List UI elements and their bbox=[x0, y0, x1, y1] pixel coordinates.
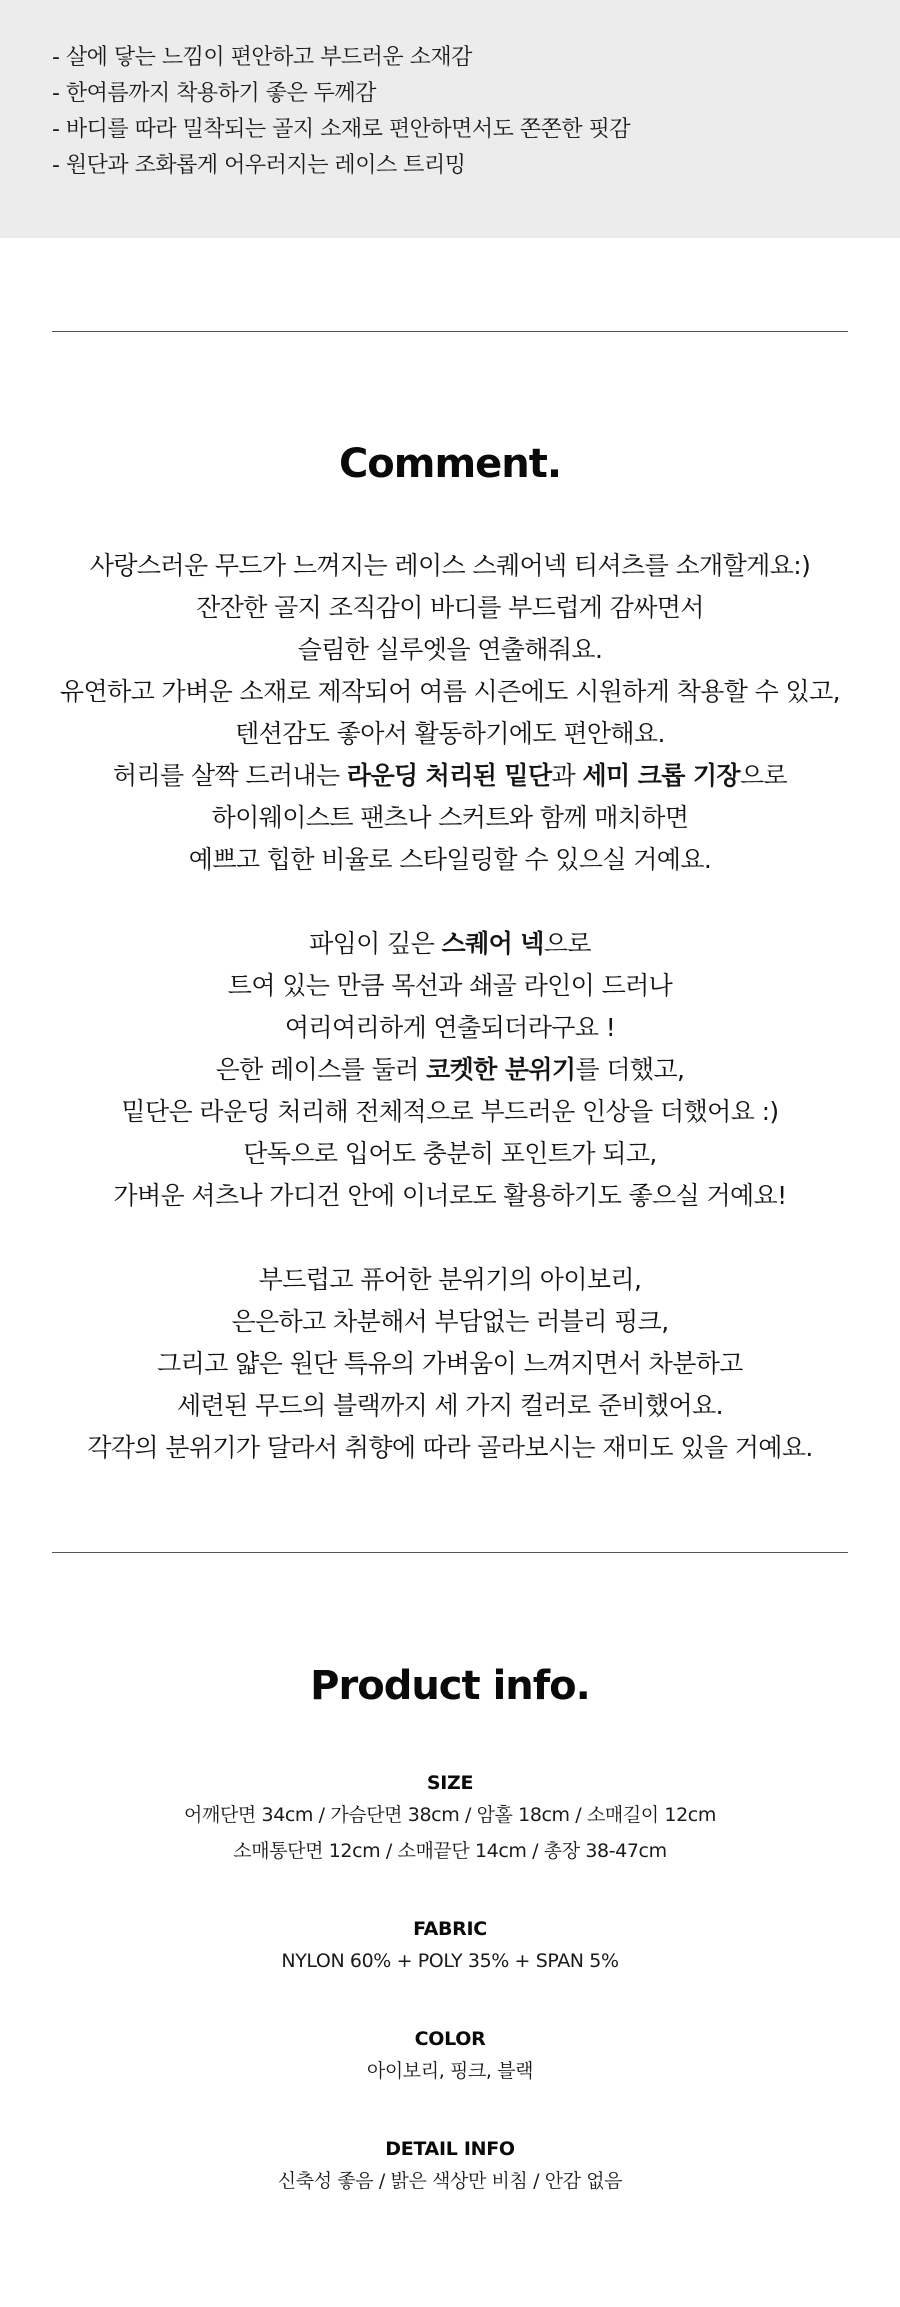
comment-line bbox=[0, 839, 900, 881]
comment-text: 를 더했고, bbox=[575, 1055, 685, 1084]
comment-highlight: 스퀘어 넥 bbox=[441, 929, 544, 958]
comment-text: 여리여리하게 연출되더라구요 ! bbox=[284, 1013, 616, 1042]
comment-text: 슬림한 실루엣을 연출해줘요. bbox=[297, 635, 603, 664]
info-block-color bbox=[0, 2025, 900, 2089]
comment-body bbox=[0, 545, 900, 1469]
feature-item: - 원단과 조화롭게 어우러지는 레이스 트리밍 bbox=[52, 153, 466, 178]
comment-line bbox=[0, 1175, 900, 1217]
paragraph-gap bbox=[0, 881, 900, 923]
info-value: 소매통단면 12cm / 소매끝단 14cm / 총장 38-47cm bbox=[233, 1840, 667, 1862]
comment-line bbox=[0, 671, 900, 713]
comment-line bbox=[0, 1091, 900, 1133]
info-label: SIZE bbox=[426, 1772, 474, 1794]
comment-text: 각각의 분위기가 달라서 취향에 따라 골라보시는 재미도 있을 거예요. bbox=[87, 1433, 813, 1462]
comment-line bbox=[0, 797, 900, 839]
comment-text: 트여 있는 만큼 목선과 쇄골 라인이 드러나 bbox=[227, 971, 673, 1000]
comment-text: 으로 bbox=[739, 761, 788, 790]
feature-item: - 한여름까지 착용하기 좋은 두께감 bbox=[52, 81, 376, 106]
comment-text: 과 bbox=[551, 761, 583, 790]
info-value: 아이보리, 핑크, 블랙 bbox=[366, 2060, 534, 2082]
comment-text: 밑단은 라운딩 처리해 전체적으로 부드러운 인상을 더했어요 :) bbox=[121, 1097, 779, 1126]
feature-item: - 바디를 따라 밀착되는 골지 소재로 편안하면서도 쫀쫀한 핏감 bbox=[52, 117, 631, 142]
features-list bbox=[52, 40, 848, 184]
product-info-blocks bbox=[0, 1769, 900, 2199]
comment-text: 텐션감도 좋아서 활동하기에도 편안해요. bbox=[235, 719, 665, 748]
comment-text: 파임이 깊은 bbox=[309, 929, 442, 958]
feature-item: - 살에 닿는 느낌이 편안하고 부드러운 소재감 bbox=[52, 45, 472, 70]
info-value: 어깨단면 34cm / 가슴단면 38cm / 암홀 18cm / 소매길이 12cm bbox=[184, 1804, 716, 1826]
comment-text: 잔잔한 골지 조직감이 바디를 부드럽게 감싸면서 bbox=[196, 593, 704, 622]
comment-text: 은한 레이스를 둘러 bbox=[215, 1055, 427, 1084]
comment-line bbox=[0, 1259, 900, 1301]
info-label: DETAIL INFO bbox=[385, 2138, 515, 2160]
comment-line bbox=[0, 587, 900, 629]
product-info-title: Product info. bbox=[310, 1663, 590, 1709]
features-section bbox=[0, 0, 900, 238]
comment-text: 허리를 살짝 드러내는 bbox=[112, 761, 347, 790]
comment-text: 가벼운 셔츠나 가디건 안에 이너로도 활용하기도 좋으실 거예요! bbox=[113, 1181, 787, 1210]
info-value: NYLON 60% + POLY 35% + SPAN 5% bbox=[281, 1950, 619, 1972]
comment-text: 그리고 얇은 원단 특유의 가벼움이 느껴지면서 차분하고 bbox=[157, 1349, 743, 1378]
comment-line bbox=[0, 1133, 900, 1175]
comment-line bbox=[0, 1385, 900, 1427]
comment-text: 사랑스러운 무드가 느껴지는 레이스 스퀘어넥 티셔츠를 소개할게요:) bbox=[89, 551, 811, 580]
comment-highlight: 세미 크롭 기장 bbox=[582, 761, 740, 790]
comment-line bbox=[0, 629, 900, 671]
comment-line bbox=[0, 1343, 900, 1385]
comment-text: 부드럽고 퓨어한 분위기의 아이보리, bbox=[258, 1265, 642, 1294]
comment-line bbox=[0, 923, 900, 965]
comment-line bbox=[0, 1427, 900, 1469]
comment-highlight: 코켓한 분위기 bbox=[426, 1055, 576, 1084]
comment-line bbox=[0, 545, 900, 587]
comment-text: 세련된 무드의 블랙까지 세 가지 컬러로 준비했어요. bbox=[177, 1391, 723, 1420]
comment-line bbox=[0, 1007, 900, 1049]
comment-line bbox=[0, 1049, 900, 1091]
info-label: COLOR bbox=[414, 2028, 486, 2050]
comment-text: 하이웨이스트 팬츠나 스커트와 함께 매치하면 bbox=[211, 803, 689, 832]
comment-text: 으로 bbox=[543, 929, 591, 958]
comment-line bbox=[0, 1301, 900, 1343]
info-block-size bbox=[0, 1769, 900, 1869]
comment-line bbox=[0, 965, 900, 1007]
comment-text: 예쁘고 힙한 비율로 스타일링할 수 있으실 거예요. bbox=[188, 845, 712, 874]
info-block-fabric bbox=[0, 1915, 900, 1979]
comment-highlight: 라운딩 처리된 밑단 bbox=[346, 761, 552, 790]
paragraph-gap bbox=[0, 1217, 900, 1259]
comment-section bbox=[0, 332, 900, 1469]
info-label: FABRIC bbox=[413, 1918, 487, 1940]
product-info-section bbox=[0, 1553, 900, 2199]
comment-line bbox=[0, 755, 900, 797]
info-block-detail-info bbox=[0, 2135, 900, 2199]
comment-text: 은은하고 차분해서 부담없는 러블리 핑크, bbox=[231, 1307, 669, 1336]
comment-title: Comment. bbox=[338, 441, 562, 487]
comment-line bbox=[0, 713, 900, 755]
info-value: 신축성 좋음 / 밝은 색상만 비침 / 안감 없음 bbox=[277, 2170, 623, 2192]
comment-text: 단독으로 입어도 충분히 포인트가 되고, bbox=[243, 1139, 657, 1168]
comment-text: 유연하고 가벼운 소재로 제작되어 여름 시즌에도 시원하게 착용할 수 있고, bbox=[60, 677, 840, 706]
